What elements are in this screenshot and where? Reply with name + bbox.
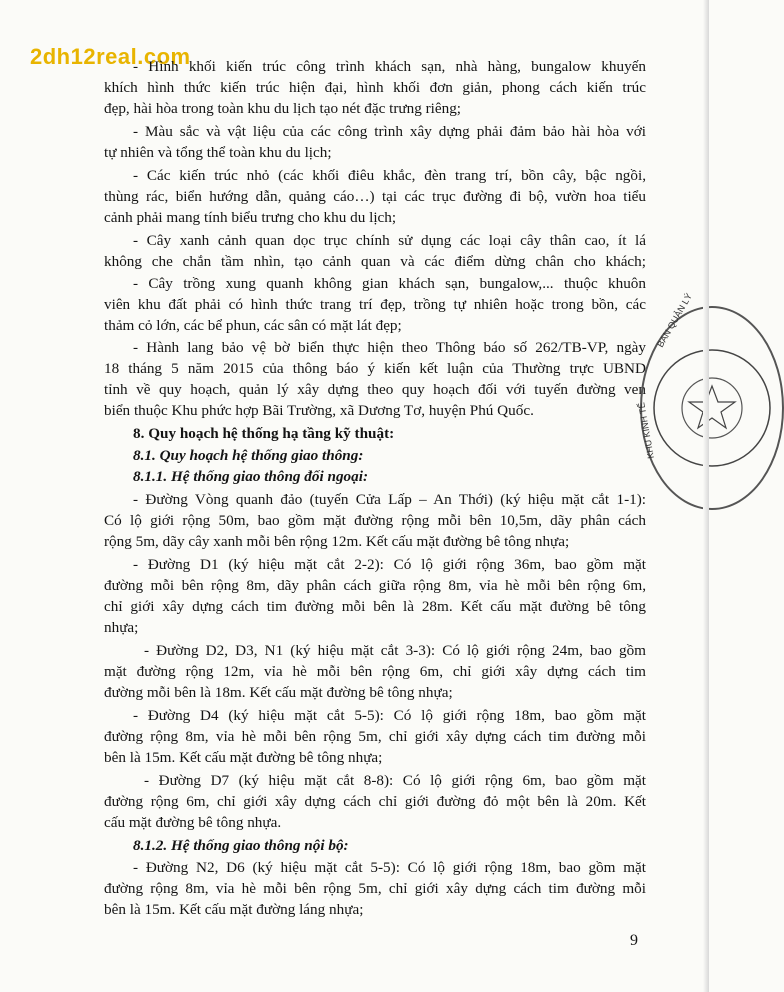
text-line: đường rộng 8m, vỉa hè mỗi bên rộng 5m, chỉ giới xây dựng cách tim đường mỗi — [104, 728, 646, 745]
text-line: đường mỗi bên là 18m. Kết cấu mặt đường bê tông nhựa; — [104, 684, 453, 701]
text-line: - Hình khối kiến trúc công trình khách sạn, nhà hàng, bungalow khuyến — [133, 58, 646, 75]
official-seal-stamp — [636, 291, 784, 510]
text-line: - Đường D2, D3, N1 (ký hiệu mặt cắt 3-3): Có lộ giới rộng 24m, bao gồm — [144, 642, 646, 659]
text-line: - Đường Vòng quanh đảo (tuyến Cửa Lấp – An Thới) (ký hiệu mặt cắt 1-1): — [133, 491, 646, 508]
section-heading: 8. Quy hoạch hệ thống hạ tầng kỹ thuật: — [133, 425, 395, 442]
text-line: viên khu đất phải có hình thức trang trí đẹp, trồng tự nhiên hoặc trong bồn, các — [104, 296, 646, 313]
subsection-heading: 8.1.2. Hệ thống giao thông nội bộ: — [133, 837, 349, 854]
text-line: - Màu sắc và vật liệu của các công trình xây dựng phải đảm bảo hài hòa với — [133, 123, 646, 140]
text-line: mặt đường rộng 12m, vỉa hè mỗi bên rộng 6m, chỉ giới xây dựng cách tim — [104, 663, 646, 680]
text-line: rộng 5m, dãy cây xanh mỗi bên rộng 12m. Kết cấu mặt đường bê tông nhựa; — [104, 533, 570, 550]
text-line: - Cây trồng xung quanh không gian khách sạn, bungalow,... thuộc khuôn — [133, 275, 646, 292]
text-line: nhựa; — [104, 619, 139, 636]
text-line: tỉnh về quy hoạch, quản lý xây dựng theo quy hoạch đối với tuyến đường ven — [104, 381, 646, 398]
text-line: không che chắn tầm nhìn, tạo cảnh quan và các điểm dừng chân cho khách; — [104, 253, 646, 270]
watermark-logo: 2dh12real.com — [30, 44, 191, 69]
text-line: - Đường D4 (ký hiệu mặt cắt 5-5): Có lộ giới rộng 18m, bao gồm mặt — [133, 707, 646, 724]
text-line: cảnh phải mang tính biểu trưng cho khu du lịch; — [104, 209, 397, 226]
text-line: Có lộ giới rộng 50m, bao gồm mặt đường rộng mỗi bên 10,5m, dãy phân cách — [104, 512, 646, 529]
svg-text:BAN QUẢN LÝ: BAN QUẢN LÝ — [655, 291, 694, 349]
text-line: bên là 15m. Kết cấu mặt đường bê tông nhựa; — [104, 749, 383, 766]
text-line: thùng rác, biển hướng dẫn, quảng cáo…) tại các trục đường đi bộ, vườn hoa tiểu — [104, 188, 646, 205]
text-line: bên là 15m. Kết cấu mặt đường láng nhựa; — [104, 901, 364, 918]
text-line: - Các kiến trúc nhỏ (các khối điêu khắc, đèn trang trí, bồn cây, bậc ngồi, — [133, 167, 646, 184]
svg-text:KHU KINH TẾ: KHU KINH TẾ — [636, 401, 656, 460]
text-line: - Cây xanh cảnh quan dọc trục chính sử dụng các loại cây thân cao, ít lá — [133, 232, 646, 249]
text-line: đường rộng 6m, chỉ giới xây dựng cách chỉ giới đường đỏ một bên là 20m. Kết — [104, 793, 646, 810]
text-line: 18 tháng 5 năm 2015 của thông báo ý kiến kết luận của Thường trực UBND — [104, 360, 646, 377]
text-line: - Đường N2, D6 (ký hiệu mặt cắt 5-5): Có lộ giới rộng 18m, bao gồm mặt — [133, 859, 646, 876]
text-line: khích hình thức kiến trúc hiện đại, hình khối đơn giản, phong cách kiến trúc — [104, 79, 646, 96]
text-line: thảm cỏ lớn, các bể phun, các sân có mặt lát đẹp; — [104, 317, 402, 334]
subsection-heading: 8.1. Quy hoạch hệ thống giao thông: — [133, 447, 364, 464]
page-number: 9 — [630, 932, 638, 949]
text-line: tự nhiên và tổng thể toàn khu du lịch; — [104, 144, 332, 161]
text-line: cấu mặt đường bê tông nhựa. — [104, 814, 282, 831]
text-line: đường mỗi bên rộng 8m, dãy phân cách giữa rộng 8m, vỉa hè mỗi bên rộng 6m, — [104, 577, 646, 594]
text-line: đẹp, hài hòa trong toàn khu du lịch tạo nét đặc trưng riêng; — [104, 100, 462, 117]
text-line: - Đường D1 (ký hiệu mặt cắt 2-2): Có lộ giới rộng 36m, bao gồm mặt — [133, 556, 646, 573]
text-line: biển thuộc Khu phức hợp Bãi Trường, xã Dương Tơ, huyện Phú Quốc. — [104, 402, 534, 419]
subsection-heading: 8.1.1. Hệ thống giao thông đối ngoại: — [133, 468, 369, 485]
text-line: - Hành lang bảo vệ bờ biển thực hiện theo Thông báo số 262/TB-VP, ngày — [133, 339, 646, 356]
page-edge-shadow — [703, 0, 709, 992]
seal-icon — [636, 291, 782, 508]
text-line: chỉ giới xây dựng cách tim đường mỗi bên là 28m. Kết cấu mặt đường bê tông — [104, 598, 646, 615]
text-line: - Đường D7 (ký hiệu mặt cắt 8-8): Có lộ giới rộng 6m, bao gồm mặt — [144, 772, 646, 789]
text-line: đường rộng 8m, vỉa hè mỗi bên rộng 5m, chỉ giới xây dựng cách tim đường mỗi — [104, 880, 646, 897]
